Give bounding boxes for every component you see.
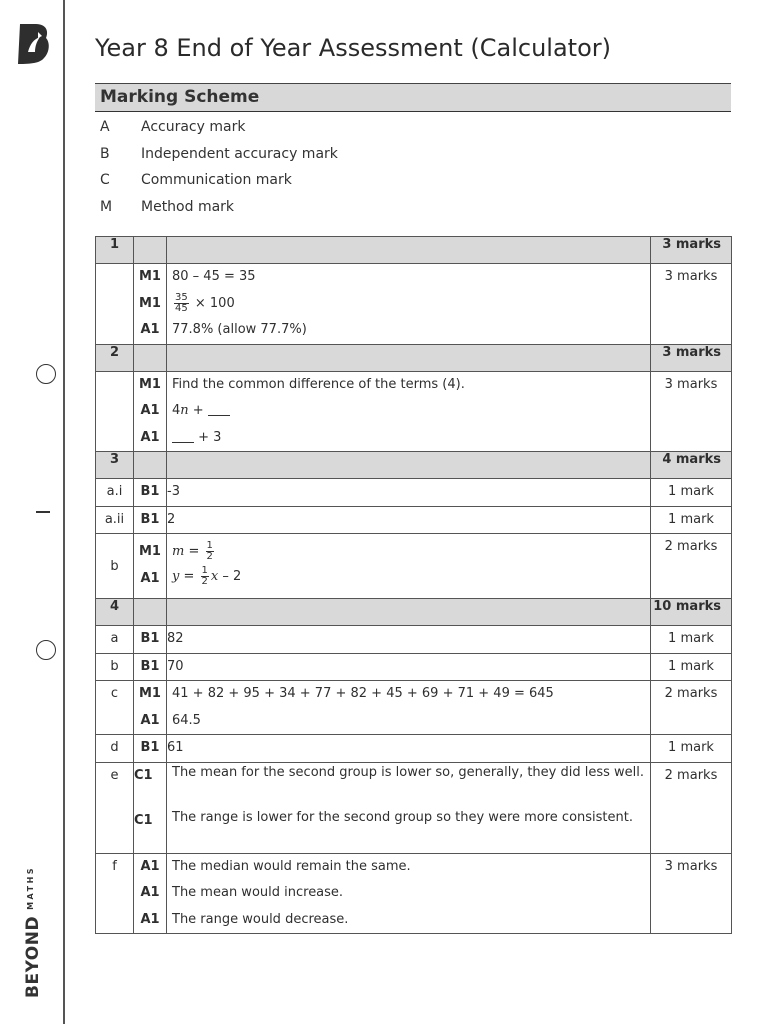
legend-code: A	[100, 119, 110, 135]
mark-code: A1	[140, 858, 160, 874]
operator: =	[184, 544, 204, 559]
answer-cell	[167, 681, 651, 735]
question-header-row	[96, 344, 732, 371]
mark-code: A1	[140, 885, 160, 900]
answer-text: 70	[167, 653, 651, 681]
answer-cell	[167, 344, 651, 371]
mark-legend	[100, 119, 700, 226]
answer-text: The range would decrease.	[172, 911, 349, 927]
fold-mark	[36, 511, 50, 513]
code-cell	[134, 599, 167, 626]
part-marks: 1 mark	[651, 653, 732, 681]
mark-code: C1	[134, 767, 153, 783]
question-number: 1	[96, 237, 134, 264]
answer-expression	[167, 563, 650, 598]
answer-text: × 100	[194, 295, 235, 311]
fraction	[201, 566, 209, 587]
code-cell	[134, 452, 167, 479]
mark-codes	[134, 762, 167, 853]
table-row	[96, 853, 732, 934]
variable: x	[210, 569, 219, 584]
answer-text: 64.5	[172, 712, 201, 728]
operator: =	[179, 569, 199, 584]
table-row	[96, 681, 732, 735]
mark-codes	[134, 534, 167, 599]
mark-code: M1	[139, 686, 161, 701]
part-marks: 2 marks	[651, 681, 732, 735]
answer-cell	[167, 452, 651, 479]
mark-code: M1	[139, 269, 161, 284]
legend-desc: Method mark	[141, 199, 235, 216]
brand-wordmark	[23, 866, 43, 998]
denominator: 45	[175, 302, 188, 314]
table-row	[96, 479, 732, 507]
table-row	[96, 735, 732, 763]
answer-blank	[208, 403, 230, 416]
question-header-row	[96, 599, 732, 626]
punch-hole-bottom	[36, 640, 56, 660]
legend-desc: Communication mark	[141, 172, 292, 189]
question-number: 2	[96, 344, 134, 371]
answer-text: 77.8% (allow 77.7%)	[172, 322, 307, 337]
marking-table	[95, 236, 732, 934]
variable: n	[180, 403, 189, 418]
legend-row	[100, 119, 700, 146]
mark-code: A1	[140, 429, 160, 445]
beyond-logo-icon	[16, 22, 50, 66]
answer-text: + 3	[194, 429, 222, 445]
answer-text: The median would remain the same.	[172, 858, 411, 874]
legend-desc: Independent accuracy mark	[141, 145, 338, 162]
part-label	[96, 534, 134, 599]
answer-expression	[167, 534, 650, 563]
question-total-marks: 10 marks	[651, 599, 732, 626]
part-marks: 2 marks	[651, 762, 732, 853]
table-row	[96, 626, 732, 654]
part-marks: 3 marks	[651, 264, 732, 345]
part-label: a	[96, 626, 134, 654]
answer-text: 41 + 82 + 95 + 34 + 77 + 82 + 45 + 69 + 71 + 49 = 645	[172, 686, 554, 701]
part-marks: 2 marks	[651, 534, 732, 599]
table-row	[96, 534, 732, 599]
part-marks: 1 mark	[651, 626, 732, 654]
mark-codes	[134, 681, 167, 735]
legend-row	[100, 146, 700, 173]
punch-hole-top	[36, 364, 56, 384]
legend-desc: Accuracy mark	[141, 119, 246, 135]
operator: +	[188, 403, 208, 418]
part-label	[96, 264, 134, 345]
answer-text: The mean would increase.	[172, 885, 344, 900]
mark-codes	[134, 853, 167, 934]
answer-blank	[172, 430, 194, 443]
question-header-row	[96, 452, 732, 479]
brand-sub: MATHS	[26, 865, 35, 910]
legend-code: B	[100, 145, 110, 162]
answer-text: 82	[167, 626, 651, 654]
denominator: 2	[201, 576, 208, 587]
mark-code: M1	[139, 376, 161, 392]
part-label: a.ii	[96, 506, 134, 534]
question-total-marks: 3 marks	[651, 344, 732, 371]
part-marks: 3 marks	[651, 371, 732, 452]
code-cell	[134, 237, 167, 264]
mark-code: B1	[134, 653, 167, 681]
question-total-marks: 4 marks	[651, 452, 732, 479]
answer-text: 80 – 45 = 35	[172, 269, 256, 284]
answer-text: Find the common difference of the terms (4).	[172, 376, 465, 392]
mark-codes	[134, 264, 167, 345]
legend-row	[100, 199, 700, 226]
mark-codes	[134, 371, 167, 452]
part-label: a.i	[96, 479, 134, 507]
part-marks: 1 mark	[651, 735, 732, 763]
part-label: d	[96, 735, 134, 763]
marking-scheme-title: Marking Scheme	[100, 87, 260, 107]
part-marks: 1 mark	[651, 479, 732, 507]
answer-cell	[167, 237, 651, 264]
question-total-marks: 3 marks	[651, 237, 732, 264]
answer-text: The range is lower for the second group so they were more consistent.	[172, 809, 633, 825]
variable: m	[172, 544, 185, 559]
part-label-text: b	[110, 558, 119, 574]
mark-code: A1	[140, 322, 160, 337]
answer-expression	[167, 398, 650, 425]
mark-code: A1	[140, 911, 160, 927]
mark-code: M1	[139, 295, 161, 311]
answer-text: 2	[167, 506, 651, 534]
answer-cell	[167, 599, 651, 626]
answer-text: 61	[167, 735, 651, 763]
answer-cell	[167, 762, 651, 853]
question-number: 4	[96, 599, 134, 626]
brand-main: BEYOND	[23, 915, 43, 998]
table-row	[96, 371, 732, 452]
answer-text: – 2	[218, 569, 242, 584]
page-title: Year 8 End of Year Assessment (Calculator)	[95, 34, 611, 62]
part-label: f	[96, 853, 134, 934]
mark-code: A1	[140, 571, 160, 586]
marking-scheme-bar	[95, 84, 731, 112]
numerator: 1	[206, 540, 213, 551]
code-cell	[134, 344, 167, 371]
legend-row	[100, 172, 700, 199]
answer-cell	[167, 264, 651, 345]
answer-expression	[167, 425, 650, 452]
answer-cell	[167, 853, 651, 934]
mark-code: B1	[134, 479, 167, 507]
legend-code: C	[100, 172, 110, 189]
part-label: e	[96, 762, 134, 853]
variable: y	[172, 569, 180, 584]
mark-code: B1	[134, 506, 167, 534]
part-marks: 1 mark	[651, 506, 732, 534]
fraction	[174, 293, 189, 314]
table-row	[96, 653, 732, 681]
fraction	[206, 541, 214, 562]
part-label: c	[96, 681, 134, 735]
margin-rule	[63, 0, 65, 1024]
part-label: b	[96, 653, 134, 681]
mark-code: A1	[140, 403, 160, 418]
mark-code: C1	[134, 812, 153, 828]
numerator: 35	[175, 291, 188, 303]
question-number: 3	[96, 452, 134, 479]
answer-text: -3	[167, 479, 651, 507]
table-row	[96, 506, 732, 534]
part-label	[96, 371, 134, 452]
table-row	[96, 762, 732, 853]
answer-cell	[167, 371, 651, 452]
mark-code: A1	[140, 712, 160, 728]
coefficient: 4	[172, 403, 181, 418]
table-row	[96, 264, 732, 345]
answer-text: The mean for the second group is lower so, generally, they did less well.	[172, 764, 645, 780]
denominator: 2	[206, 551, 213, 562]
answer-cell	[167, 534, 651, 599]
mark-code: M1	[139, 544, 161, 559]
question-header-row	[96, 237, 732, 264]
answer-fraction-line	[167, 291, 650, 318]
mark-code: B1	[134, 626, 167, 654]
part-marks: 3 marks	[651, 853, 732, 934]
numerator: 1	[201, 565, 208, 576]
legend-code: M	[100, 199, 113, 216]
mark-code: B1	[134, 735, 167, 763]
